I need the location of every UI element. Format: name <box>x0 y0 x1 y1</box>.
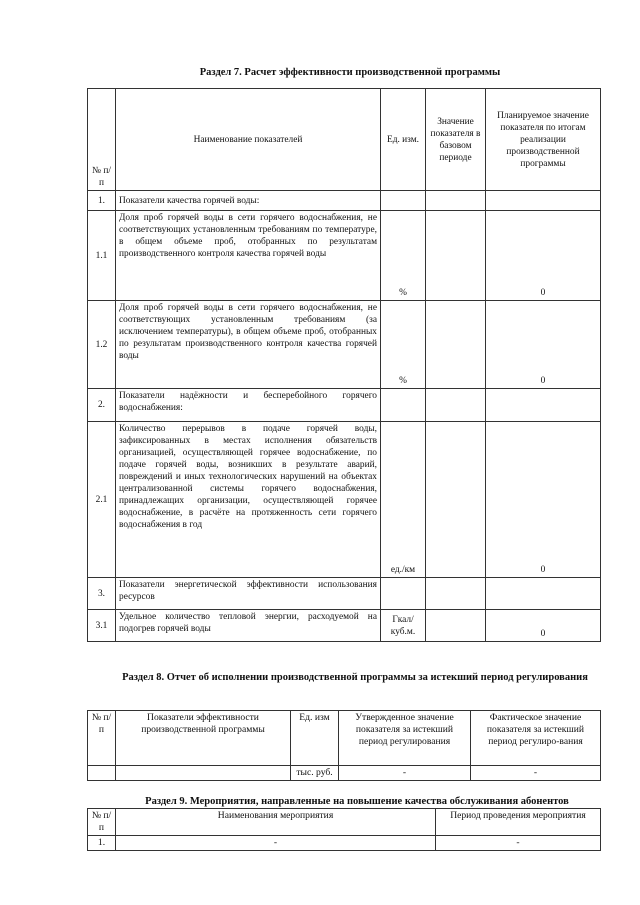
header-num: № п/п <box>88 89 116 191</box>
row-unit: % <box>381 301 426 389</box>
section8-title: Раздел 8. Отчет об исполнении производственной программы за истекший период регулирования <box>122 672 588 683</box>
row-num <box>88 766 116 781</box>
row-plan: 0 <box>486 211 601 301</box>
row-unit <box>381 389 426 422</box>
row-num: 1. <box>88 836 116 851</box>
row-num: 1.2 <box>88 301 116 389</box>
section7-title: Раздел 7. Расчет эффективности производственной программы <box>199 67 501 78</box>
row-actual: - <box>471 766 601 781</box>
row-base <box>426 191 486 211</box>
row-unit: тыс. руб. <box>291 766 339 781</box>
section9-title: Раздел 9. Мероприятия, направленные на повышение качества обслуживания абонентов <box>145 796 569 807</box>
row-num: 3.1 <box>88 610 116 642</box>
row-plan: 0 <box>486 301 601 389</box>
header-name: Показатели эффективности производственной программы <box>116 711 291 766</box>
row-unit: ед./км <box>381 422 426 578</box>
row-name: Количество перерывов в подаче горячей воды, зафиксированных в местах исполнения обязательств организацией, осуществляющей горячее водоснабжение, по подаче горячей воды, возникших в результате аварий, повреждений и иных технологических нарушений на объектах централизованной системы горячего водоснабжения, принадлежащих организации, осуществляющей горячее водоснабжение, в расчёте на протяженность сети горячего водоснабжения в год <box>116 422 381 578</box>
row-base <box>426 211 486 301</box>
row-plan <box>486 578 601 610</box>
row-plan <box>486 191 601 211</box>
row-unit: % <box>381 211 426 301</box>
header-num: № п/п <box>88 711 116 766</box>
header-plan: Планируемое значение показателя по итогам реализации производственной программы <box>486 89 601 191</box>
row-name: Доля проб горячей воды в сети горячего водоснабжения, не соответствующих установленным требованиям по температуре, в общем объеме проб, отобранных по результатам производственного контроля качества горячей воды <box>116 211 381 301</box>
row-plan: 0 <box>486 422 601 578</box>
row-plan <box>486 389 601 422</box>
header-actual: Фактическое значение показателя за истекший период регулиро-вания <box>471 711 601 766</box>
row-base <box>426 422 486 578</box>
header-unit: Ед. изм <box>291 711 339 766</box>
header-num: № п/п <box>88 809 116 836</box>
section7-header-row <box>88 89 601 191</box>
row-unit <box>381 191 426 211</box>
header-name: Наименование показателей <box>116 89 381 191</box>
row-name: Показатели качества горячей воды: <box>116 191 381 211</box>
row-name: Удельное количество тепловой энергии, расходуемой на подогрев горячей воды <box>116 610 381 642</box>
table-row <box>88 191 601 211</box>
row-name <box>116 766 291 781</box>
row-base <box>426 389 486 422</box>
row-num: 1. <box>88 191 116 211</box>
section9-table <box>87 808 601 851</box>
row-num: 2.1 <box>88 422 116 578</box>
table-row <box>88 389 601 422</box>
table-row <box>88 301 601 389</box>
row-base <box>426 610 486 642</box>
row-base <box>426 578 486 610</box>
header-name: Наименования мероприятия <box>116 809 436 836</box>
header-unit: Ед. изм. <box>381 89 426 191</box>
table-row <box>88 836 601 851</box>
row-unit: Гкал/ куб.м. <box>381 610 426 642</box>
table-row <box>88 578 601 610</box>
table-row <box>88 610 601 642</box>
row-name: - <box>116 836 436 851</box>
row-name: Показатели надёжности и бесперебойного горячего водоснабжения: <box>116 389 381 422</box>
table-row <box>88 211 601 301</box>
header-base: Значение показателя в базовом периоде <box>426 89 486 191</box>
table-row <box>88 422 601 578</box>
row-num: 2. <box>88 389 116 422</box>
header-approved: Утвержденное значение показателя за истекший период регулирования <box>339 711 471 766</box>
row-num: 1.1 <box>88 211 116 301</box>
row-num: 3. <box>88 578 116 610</box>
section8-table <box>87 710 601 781</box>
row-name: Показатели энергетической эффективности использования ресурсов <box>116 578 381 610</box>
table-row <box>88 766 601 781</box>
section8-header-row <box>88 711 601 766</box>
row-base <box>426 301 486 389</box>
row-name: Доля проб горячей воды в сети горячего водоснабжения, не соответствующих установленным требованиям (за исключением температуры), в общем объеме проб, отобранных по результатам производственного контроля качества горячей воды <box>116 301 381 389</box>
row-unit <box>381 578 426 610</box>
row-approved: - <box>339 766 471 781</box>
section7-table <box>87 88 601 642</box>
header-period: Период проведения мероприятия <box>436 809 601 836</box>
section9-header-row <box>88 809 601 836</box>
row-plan: 0 <box>486 610 601 642</box>
row-period: - <box>436 836 601 851</box>
